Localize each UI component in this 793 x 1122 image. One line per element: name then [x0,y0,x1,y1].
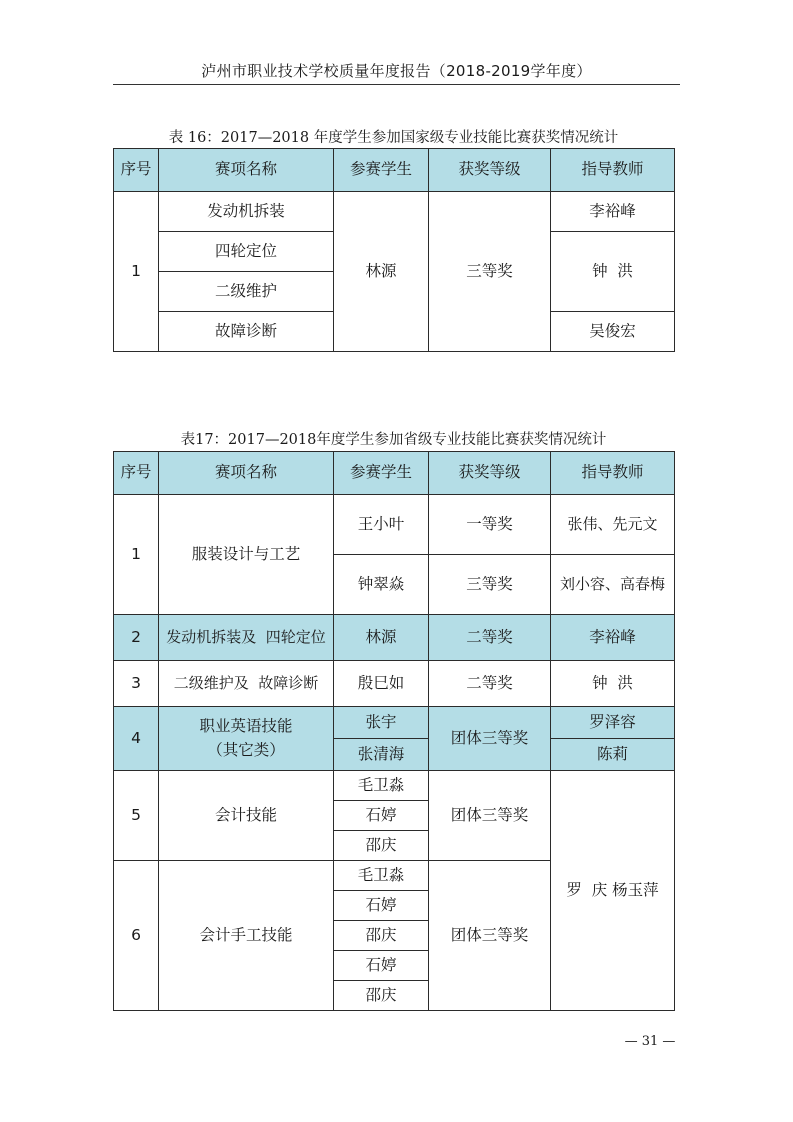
event-name: 二级维护及 故障诊断 [159,661,334,707]
table-row [114,495,675,555]
table16-header-row [114,149,675,192]
column-header: 序号 [114,149,159,192]
student-name: 张宇 [334,707,429,739]
column-header: 获奖等级 [429,452,551,495]
student-name: 石婷 [334,951,429,981]
student-name: 石婷 [334,891,429,921]
event-name-line: （其它类） [207,740,285,759]
teacher-name: 钟 洪 [551,661,675,707]
header-rule [113,84,680,85]
event-name: 四轮定位 [159,232,334,272]
event-name: 故障诊断 [159,312,334,352]
table-row [114,615,675,661]
page-number: — 31 — [624,1034,676,1049]
event-name: 二级维护 [159,272,334,312]
student-name: 林源 [334,192,429,352]
teacher-name: 刘小容、高春梅 [551,555,675,615]
student-name: 王小叶 [334,495,429,555]
table16-caption: 表 16：2017—2018 年度学生参加国家级专业技能比赛获奖情况统计 [168,130,619,146]
event-name: 发动机拆装及 四轮定位 [159,615,334,661]
column-header: 序号 [114,452,159,495]
award-level: 团体三等奖 [429,707,551,771]
row-number: 1 [114,495,159,615]
column-header: 赛项名称 [159,149,334,192]
column-header: 参赛学生 [334,149,429,192]
teacher-name: 罗泽容 [551,707,675,739]
column-header: 指导教师 [551,452,675,495]
row-number: 1 [114,192,159,352]
award-level: 三等奖 [429,555,551,615]
event-name-line: 职业英语技能 [199,717,293,736]
column-header: 指导教师 [551,149,675,192]
teacher-name: 陈莉 [551,739,675,771]
teacher-name: 钟 洪 [551,232,675,312]
table-row [114,192,675,232]
report-header-title: 泸州市职业技术学校质量年度报告（2018-2019学年度） [201,62,592,80]
table-row [114,707,675,739]
student-name: 邵庆 [334,981,429,1011]
row-number: 2 [114,615,159,661]
table16 [113,148,675,352]
award-level: 三等奖 [429,192,551,352]
teacher-name: 吴俊宏 [551,312,675,352]
student-name: 邵庆 [334,921,429,951]
row-number: 4 [114,707,159,771]
teacher-name: 张伟、先元文 [551,495,675,555]
award-level: 团体三等奖 [429,861,551,1011]
student-name: 毛卫淼 [334,771,429,801]
event-name: 发动机拆装 [159,192,334,232]
row-number: 5 [114,771,159,861]
award-level: 二等奖 [429,615,551,661]
award-level: 团体三等奖 [429,771,551,861]
event-name: 会计技能 [159,771,334,861]
column-header: 获奖等级 [429,149,551,192]
event-name [159,707,334,771]
teacher-name: 李裕峰 [551,192,675,232]
teacher-name: 罗 庆 杨玉萍 [551,771,675,1011]
column-header: 参赛学生 [334,452,429,495]
column-header: 赛项名称 [159,452,334,495]
student-name: 张清海 [334,739,429,771]
student-name: 石婷 [334,801,429,831]
table-row [114,661,675,707]
teacher-name: 李裕峰 [551,615,675,661]
table-row [114,771,675,801]
student-name: 毛卫淼 [334,861,429,891]
row-number: 6 [114,861,159,1011]
student-name: 殷巳如 [334,661,429,707]
award-level: 一等奖 [429,495,551,555]
award-level: 二等奖 [429,661,551,707]
student-name: 邵庆 [334,831,429,861]
student-name: 钟翠焱 [334,555,429,615]
event-name: 服装设计与工艺 [159,495,334,615]
row-number: 3 [114,661,159,707]
student-name: 林源 [334,615,429,661]
event-name: 会计手工技能 [159,861,334,1011]
table17-header-row [114,452,675,495]
table17-caption: 表17：2017—2018年度学生参加省级专业技能比赛获奖情况统计 [180,432,607,448]
table17 [113,451,675,1011]
